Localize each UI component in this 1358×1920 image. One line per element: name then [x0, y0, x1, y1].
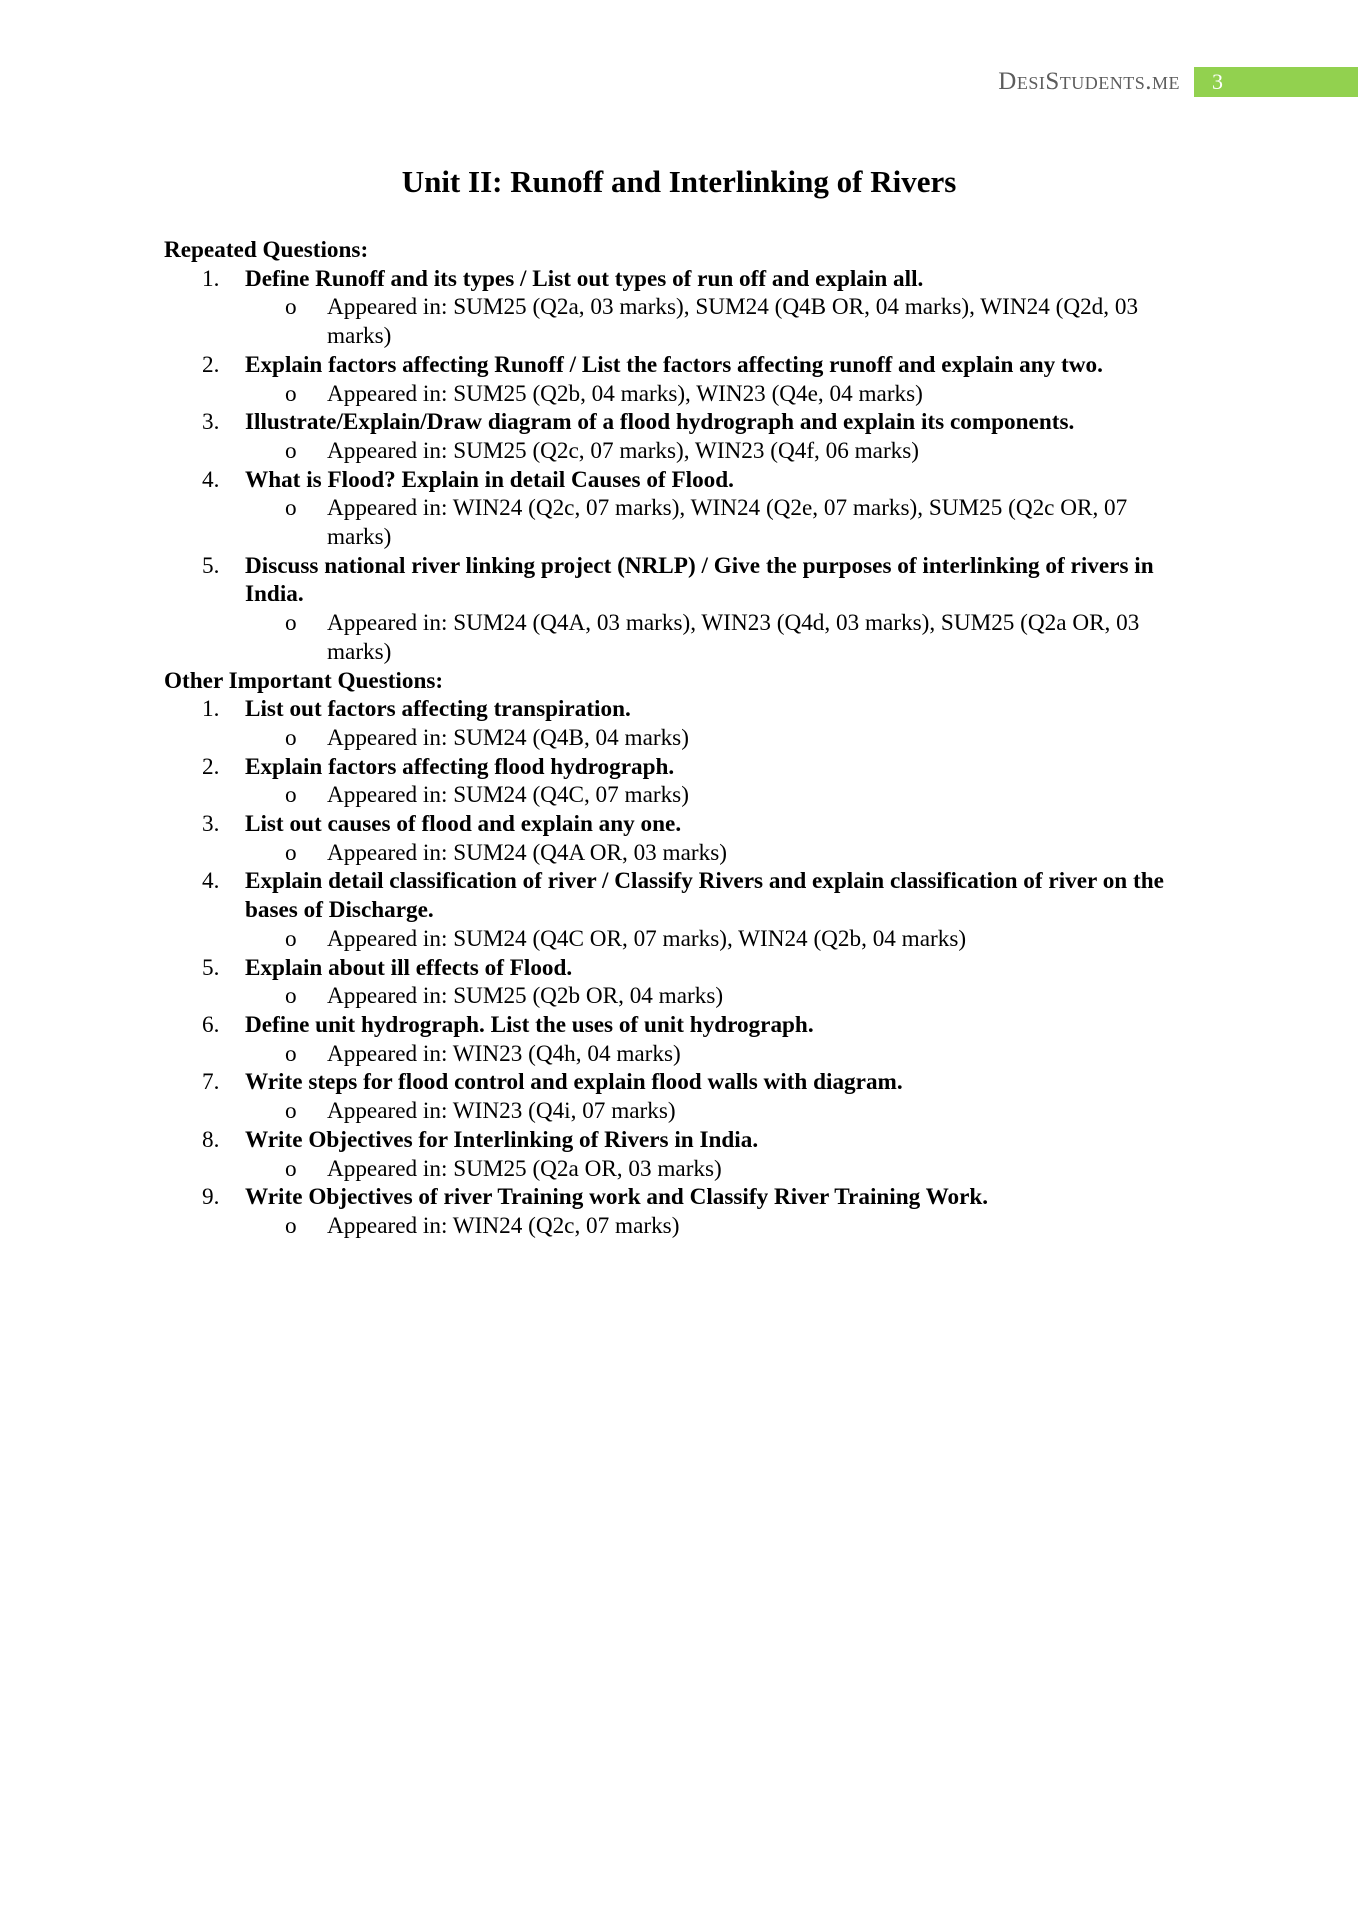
question-number: 8.: [202, 1126, 220, 1153]
repeated-question-2: [164, 351, 1184, 380]
appeared-in-line: [164, 925, 1184, 954]
question-text: List out causes of flood and explain any one.: [245, 811, 682, 838]
question-text: Define Runoff and its types / List out types of run off and explain all.: [245, 265, 924, 292]
appeared-text: Appeared in: SUM25 (Q2b OR, 04 marks): [327, 983, 724, 1010]
question-text: Discuss national river linking project (NRLP) / Give the purposes of interlinking of rivers in India.: [245, 552, 1154, 608]
appeared-in-line: [164, 982, 1184, 1011]
bullet-icon: o: [285, 1212, 297, 1239]
bullet-icon: o: [285, 839, 297, 866]
question-number: 4.: [202, 868, 220, 895]
other-question-3: [164, 810, 1184, 839]
appeared-in-line: [164, 1097, 1184, 1126]
appeared-text: Appeared in: WIN23 (Q4h, 04 marks): [327, 1040, 681, 1067]
appeared-in-line: [164, 380, 1184, 409]
other-question-7: [164, 1068, 1184, 1097]
question-number: 1.: [202, 696, 220, 723]
bullet-icon: o: [285, 294, 297, 321]
other-question-8: [164, 1126, 1184, 1155]
bullet-icon: o: [285, 437, 297, 464]
bullet-icon: o: [285, 1040, 297, 1067]
bullet-icon: o: [285, 495, 297, 522]
question-number: 2.: [202, 351, 220, 378]
site-name: DesiStudents.me: [998, 68, 1180, 95]
bullet-icon: o: [285, 724, 297, 751]
appeared-text: Appeared in: SUM25 (Q2c, 07 marks), WIN23 (Q4f, 06 marks): [327, 437, 920, 464]
other-question-6: [164, 1011, 1184, 1040]
appeared-in-line: [164, 839, 1184, 868]
repeated-question-1: [164, 265, 1184, 294]
appeared-text: Appeared in: SUM25 (Q2b, 04 marks), WIN23 (Q4e, 04 marks): [327, 380, 923, 407]
appeared-in-line: [164, 609, 1184, 666]
repeated-questions-heading: Repeated Questions:: [164, 237, 369, 263]
question-number: 1.: [202, 265, 220, 292]
appeared-in-line: [164, 724, 1184, 753]
question-text: List out factors affecting transpiration.: [245, 696, 631, 723]
appeared-in-line: [164, 494, 1184, 551]
appeared-text: Appeared in: SUM24 (Q4C OR, 07 marks), WIN24 (Q2b, 04 marks): [327, 925, 967, 952]
appeared-in-line: [164, 293, 1184, 350]
other-question-2: [164, 753, 1184, 782]
appeared-text: Appeared in: WIN23 (Q4i, 07 marks): [327, 1098, 676, 1125]
bullet-icon: o: [285, 782, 297, 809]
page-title: Unit II: Runoff and Interlinking of Rivers: [401, 164, 957, 199]
bullet-icon: o: [285, 1155, 297, 1182]
appeared-text: Appeared in: SUM24 (Q4C, 07 marks): [327, 782, 689, 809]
question-number: 7.: [202, 1069, 220, 1096]
bullet-icon: o: [285, 983, 297, 1010]
appeared-text: Appeared in: SUM24 (Q4A OR, 03 marks): [327, 839, 727, 866]
other-questions-heading: Other Important Questions:: [164, 667, 444, 694]
question-number: 5.: [202, 552, 220, 579]
other-question-5: [164, 954, 1184, 983]
appeared-in-line: [164, 1155, 1184, 1184]
appeared-text: Appeared in: SUM25 (Q2a OR, 03 marks): [327, 1155, 722, 1182]
repeated-question-4: [164, 466, 1184, 495]
other-question-1: [164, 695, 1184, 724]
question-text: Write Objectives for Interlinking of Rivers in India.: [245, 1126, 759, 1153]
appeared-text: Appeared in: SUM25 (Q2a, 03 marks), SUM24 (Q4B OR, 04 marks), WIN24 (Q2d, 03 marks): [327, 294, 1139, 350]
question-number: 2.: [202, 753, 220, 780]
question-list: [164, 236, 1184, 1241]
question-text: Write Objectives of river Training work and Classify River Training Work.: [245, 1184, 989, 1211]
other-question-9: [164, 1183, 1184, 1212]
question-number: 4.: [202, 466, 220, 493]
question-text: Explain detail classification of river / Classify Rivers and explain classification of river on the bases of Discharge.: [245, 868, 1164, 924]
bullet-icon: o: [285, 925, 297, 952]
page-header: [998, 67, 1358, 97]
bullet-icon: o: [285, 380, 297, 407]
appeared-text: Appeared in: WIN24 (Q2c, 07 marks): [327, 1212, 680, 1239]
question-text: What is Flood? Explain in detail Causes of Flood.: [245, 466, 734, 493]
question-number: 3.: [202, 811, 220, 838]
appeared-in-line: [164, 781, 1184, 810]
bullet-icon: o: [285, 610, 297, 637]
repeated-question-5: [164, 552, 1184, 609]
other-question-4: [164, 867, 1184, 924]
question-number: 5.: [202, 954, 220, 981]
appeared-text: Appeared in: SUM24 (Q4A, 03 marks), WIN23 (Q4d, 03 marks), SUM25 (Q2a OR, 03 marks): [327, 610, 1140, 665]
appeared-text: Appeared in: WIN24 (Q2c, 07 marks), WIN24 (Q2e, 07 marks), SUM25 (Q2c OR, 07 marks): [327, 495, 1128, 551]
repeated-question-3: [164, 408, 1184, 437]
appeared-in-line: [164, 1212, 1184, 1241]
question-number: 3.: [202, 409, 220, 436]
question-text: Explain factors affecting flood hydrograph.: [245, 753, 675, 780]
question-number: 6.: [202, 1011, 220, 1038]
appeared-in-line: [164, 1040, 1184, 1069]
appeared-in-line: [164, 437, 1184, 466]
bullet-icon: o: [285, 1098, 297, 1125]
question-text: Define unit hydrograph. List the uses of unit hydrograph.: [245, 1011, 814, 1038]
question-number: 9.: [202, 1184, 220, 1211]
question-text: Explain factors affecting Runoff / List the factors affecting runoff and explain any two.: [245, 351, 1103, 378]
question-text: Explain about ill effects of Flood.: [245, 954, 573, 981]
page-number: 3: [1194, 67, 1358, 97]
question-text: Write steps for flood control and explain flood walls with diagram.: [245, 1069, 903, 1096]
appeared-text: Appeared in: SUM24 (Q4B, 04 marks): [327, 724, 689, 751]
question-text: Illustrate/Explain/Draw diagram of a flood hydrograph and explain its components.: [245, 409, 1075, 436]
